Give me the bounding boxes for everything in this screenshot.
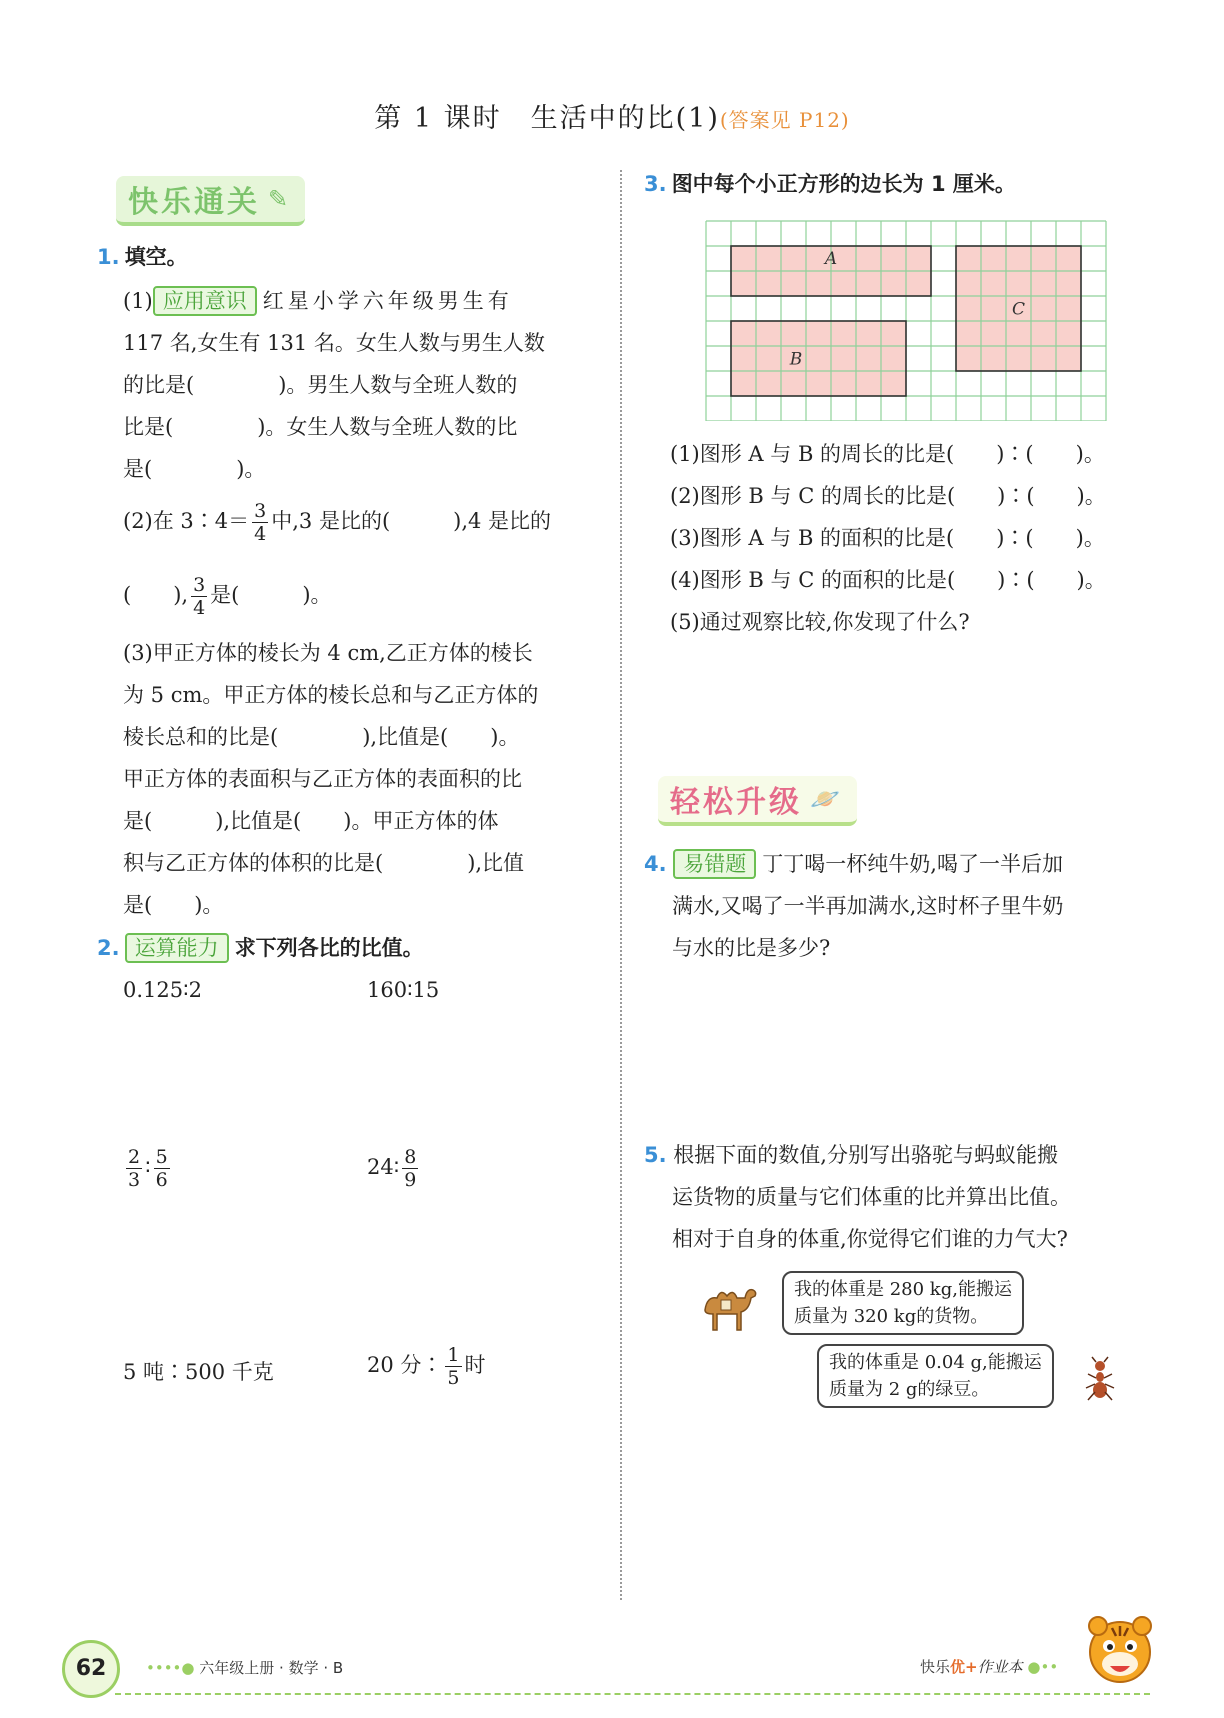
speech-line: 我的体重是 280 kg,能搬运 (794, 1279, 1012, 1300)
fraction-denominator: 6 (155, 1169, 168, 1191)
grid-figure (704, 219, 1108, 421)
column-divider (620, 170, 622, 1600)
text-line: 相对于自身的体重,你觉得它们谁的力气大? (672, 1227, 1068, 1251)
speech-line: 质量为 2 g的绿豆。 (829, 1379, 990, 1400)
brand-part-1: 快乐 (920, 1658, 951, 1676)
fraction (252, 500, 268, 545)
fraction-denominator: 5 (447, 1367, 460, 1389)
page-number: 62 (62, 1640, 120, 1698)
planet-icon: 🪐 (810, 785, 843, 813)
speech-line: 质量为 320 kg的货物。 (794, 1306, 989, 1327)
question-1-part-2-line-2 (123, 574, 332, 619)
shape-label-c: C (1011, 299, 1026, 320)
text-span: 20 分∶ (367, 1353, 443, 1377)
subquestion-5: (5)通过观察比较,你发现了什么? (670, 610, 970, 634)
fraction-numerator: 2 (128, 1146, 141, 1168)
shape-label-a: A (824, 249, 838, 269)
text-line: 满水,又喝了一半再加满水,这时杯子里牛奶 (672, 894, 1064, 918)
banner-label: 轻松升级 (670, 785, 802, 820)
text-line: 为 5 cm。甲正方体的棱长总和与乙正方体的 (123, 683, 539, 707)
fraction (126, 1146, 142, 1191)
text-line: 是( ),比值是( )。甲正方体的体 (123, 809, 499, 833)
page-title (0, 96, 1224, 135)
answer-reference: (答案见 P12) (719, 108, 850, 132)
question-number: 2. (97, 936, 120, 960)
subquestion-4: (4)图形 B 与 C 的面积的比是( )∶( )。 (670, 568, 1106, 592)
question-3-header (644, 168, 1016, 198)
pencil-cube-icon: ✎ (268, 185, 292, 213)
expression-1: 0.125∶2 (123, 978, 202, 1002)
text-line: 是( )。 (123, 457, 266, 481)
expression-6 (367, 1344, 486, 1389)
section-banner-easy-upgrade (658, 776, 857, 826)
section-banner-happy-pass (116, 176, 305, 226)
part-label: (1) (123, 289, 153, 313)
question-title: 图中每个小正方形的边长为 1 厘米。 (671, 172, 1016, 196)
fraction-numerator: 8 (404, 1146, 417, 1168)
brand-part-3: 作业本 (977, 1658, 1023, 1676)
question-title: 填空。 (124, 245, 188, 269)
question-number: 1. (97, 245, 120, 269)
expression-4 (367, 1146, 421, 1191)
subquestion-2: (2)图形 B 与 C 的周长的比是( )∶( )。 (670, 484, 1106, 508)
fraction-denominator: 9 (404, 1169, 417, 1191)
skill-tag: 易错题 (673, 849, 756, 879)
fraction (191, 574, 207, 619)
question-number: 4. (644, 852, 667, 876)
fraction-numerator: 5 (155, 1146, 168, 1168)
speech-line: 我的体重是 0.04 g,能搬运 (829, 1352, 1042, 1373)
expression-5: 5 吨∶500 千克 (123, 1360, 274, 1384)
ant-icon (1080, 1356, 1118, 1402)
text-line: (3)甲正方体的棱长为 4 cm,乙正方体的棱长 (123, 641, 533, 665)
dots-decoration: ••••● (146, 1659, 195, 1677)
text-line: 棱长总和的比是( ),比值是( )。 (123, 725, 520, 749)
text-span: 时 (464, 1353, 486, 1377)
subquestion-3: (3)图形 A 与 B 的面积的比是( )∶( )。 (670, 526, 1105, 550)
footer-left (146, 1657, 343, 1678)
lesson-title: 第 1 课时 生活中的比(1) (374, 103, 720, 134)
text-line: 红星小学六年级男生有 (262, 289, 513, 313)
text-line: 运货物的质量与它们体重的比并算出比值。 (672, 1185, 1071, 1209)
text-line: 比是( )。女生人数与全班人数的比 (123, 415, 518, 439)
fraction-numerator: 3 (193, 574, 206, 596)
text-span: 24∶ (367, 1155, 400, 1179)
fraction-denominator: 4 (254, 523, 267, 545)
fraction-denominator: 3 (128, 1169, 141, 1191)
ant-speech-bubble (817, 1344, 1054, 1408)
text-line: 根据下面的数值,分别写出骆驼与蚂蚁能搬 (673, 1143, 1058, 1167)
shape-label-b: B (789, 349, 803, 370)
fraction-numerator: 3 (254, 500, 267, 522)
banner-label: 快乐通关 (128, 185, 260, 220)
skill-tag: 应用意识 (153, 286, 257, 316)
shape-fill-b (731, 321, 906, 396)
footer-right (920, 1656, 1058, 1677)
camel-icon (697, 1280, 759, 1334)
text-line: 117 名,女生有 131 名。女生人数与男生人数 (123, 331, 545, 355)
question-2-header (97, 932, 424, 963)
subquestion-1: (1)图形 A 与 B 的周长的比是( )∶( )。 (670, 442, 1105, 466)
tiger-mascot-icon (1080, 1610, 1158, 1690)
text-line: 的比是( )。男生人数与全班人数的 (123, 373, 518, 397)
fraction-denominator: 4 (193, 597, 206, 619)
expression-2: 160∶15 (367, 978, 440, 1002)
text-line: 积与乙正方体的体积的比是( ),比值 (123, 851, 525, 875)
footer-dashed-line (115, 1693, 1150, 1695)
question-3-items (670, 433, 1106, 643)
question-title: 求下列各比的比值。 (234, 936, 424, 960)
text-line: 丁丁喝一杯纯牛奶,喝了一半后加 (762, 852, 1063, 876)
text-line: 与水的比是多少? (672, 936, 831, 960)
text-span: ( ), (123, 583, 189, 607)
text-span: 中,3 是比的( ),4 是比的 (271, 509, 552, 533)
expression-3 (123, 1146, 173, 1191)
question-number: 5. (644, 1143, 667, 1167)
fraction (402, 1146, 418, 1191)
text-span: (2)在 3∶4＝ (123, 509, 250, 533)
question-1-header (97, 241, 188, 271)
ratio-sign: ∶ (145, 1155, 151, 1179)
skill-tag: 运算能力 (125, 933, 229, 963)
brand-part-2: 优+ (950, 1658, 978, 1676)
fraction-numerator: 1 (447, 1344, 460, 1366)
question-4 (644, 843, 1144, 969)
camel-speech-bubble (782, 1271, 1024, 1335)
question-1-part-1 (123, 280, 605, 490)
question-1-part-2-line-1 (123, 500, 551, 545)
text-line: 甲正方体的表面积与乙正方体的表面积的比 (123, 767, 522, 791)
fraction (154, 1146, 170, 1191)
text-span: 是( )。 (210, 583, 332, 607)
text-line: 是( )。 (123, 893, 224, 917)
book-info: 六年级上册 · 数学 · B (199, 1659, 344, 1677)
question-number: 3. (644, 172, 667, 196)
fraction (445, 1344, 461, 1389)
dots-decoration: ●•• (1027, 1658, 1059, 1676)
question-5 (644, 1134, 1154, 1260)
question-1-part-3 (123, 632, 605, 926)
